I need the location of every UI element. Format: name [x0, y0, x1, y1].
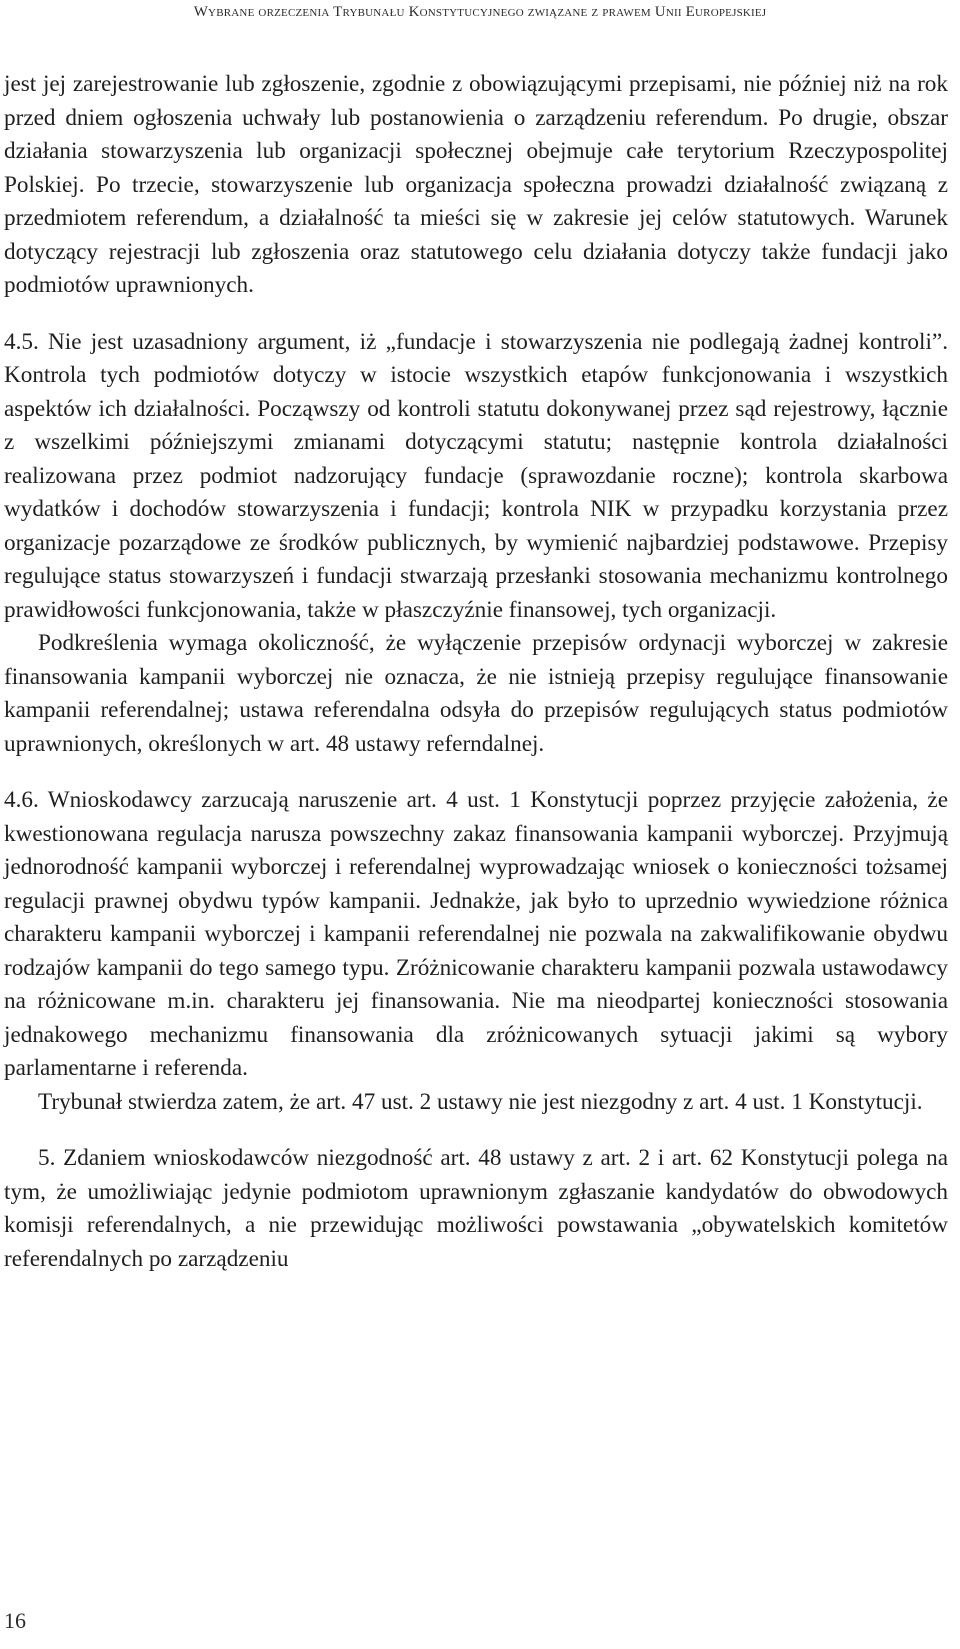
paragraph-section-4-5: 4.5. Nie jest uzasadniony argument, iż „fundacje i stowarzyszenia nie podlegają żadnej kontroli”. Kontrola tych podmiotów dotyczy w istocie wszystkich etapów funkcjonowania i wszystkich aspektów ich działalności. Począwszy od kontroli statutu dokonywanej przez sąd rejestrowy, łącznie z wszelkimi późniejszymi zmianami dotyczącymi statutu; następnie kontrola działalności realizowana przez podmiot nadzorujący fundacje (sprawozdanie roczne); kontrola skarbowa wydatków i dochodów stowarzyszenia i fundacji; kontrola NIK w przypadku korzystania przez organizacje pozarządowe ze środków publicznych, by wymienić najbardziej podstawowe. Przepisy regulujące status stowarzyszeń i fundacji stwarzają przesłanki stosowania mechanizmu kontrolnego prawidłowości funkcjonowania, także w płaszczyźnie finansowej, tych organizacji.: [4, 328, 948, 623]
paragraph-section-4-6: 4.6. Wnioskodawcy zarzucają naruszenie art. 4 ust. 1 Konstytucji poprzez przyjęcie założenia, że kwestionowana regulacja narusza powszechny zakaz finansowania kampanii wyborczej. Przyjmują jednorodność kampanii wyborczej i referendalnej wyprowadzając wniosek o konieczności tożsamej regulacji prawnej obydwu typów kampanii. Jednakże, jak było to uprzednio wywiedzione różnica charakteru kampanii wyborczej i kampanii referendalnej nie pozwala na zakwalifikowanie obydwu rodzajów kampanii do tego samego typu. Zróżnicowanie charakteru kampanii pozwala ustawodawcy na różnicowane m.in. charakteru jej finansowania. Nie ma nieodpartej konieczności stosowania jednakowego mechanizmu finansowania dla zróżnicowanych sytuacji jakimi są wybory parlamentarne i referenda.: [4, 787, 948, 1081]
paragraph-continuation: jest jej zarejestrowanie lub zgłoszenie, zgodnie z obowiązującymi przepisami, nie później niż na rok przed dniem ogłoszenia uchwały lub postanowienia o zarządzeniu referendum. Po drugie, obszar działania stowarzyszenia lub organizacji społecznej obejmuje całe terytorium Rzeczypospolitej Polskiej. Po trzecie, stowarzyszenie lub organizacja społeczna prowadzi działalność związaną z przedmiotem referendum, a działalność ta mieści się w zakresie jej celów statutowych. Warunek dotyczący rejestracji lub zgłoszenia oraz statutowego celu działania dotyczy także fundacji jako podmiotów uprawnionych.: [4, 71, 948, 298]
running-header: Wybrane orzeczenia Trybunału Konstytucyjnego związane z prawem Unii Europejskiej: [193, 4, 767, 20]
paragraph-section-5: 5. Zdaniem wnioskodawców niezgodność art. 48 ustawy z art. 2 i art. 62 Konstytucji polega na tym, że umożliwiając jedynie podmiotom uprawnionym zgłaszanie kandydatów do obwodowych komisji referendalnych, a nie przewidując możliwości powstawania „obywatelskich komitetów referendalnych po zarządzeniu: [4, 1145, 948, 1272]
paragraph-emphasis: Podkreślenia wymaga okoliczność, że wyłączenie przepisów ordynacji wyborczej w zakresie finansowania kampanii wyborczej nie oznacza, że nie istnieją przepisy regulujące finansowanie kampanii referendalnej; ustawa referendalna odsyła do przepisów regulujących status podmiotów uprawnionych, określonych w art. 48 ustawy referndalnej.: [4, 630, 948, 757]
page-number: 16: [4, 1608, 26, 1633]
document-body: [4, 68, 948, 1276]
paragraph-tribunal-conclusion: Trybunał stwierdza zatem, że art. 47 ust. 2 ustawy nie jest niezgodny z art. 4 ust. 1 Konstytucji.: [38, 1088, 923, 1115]
